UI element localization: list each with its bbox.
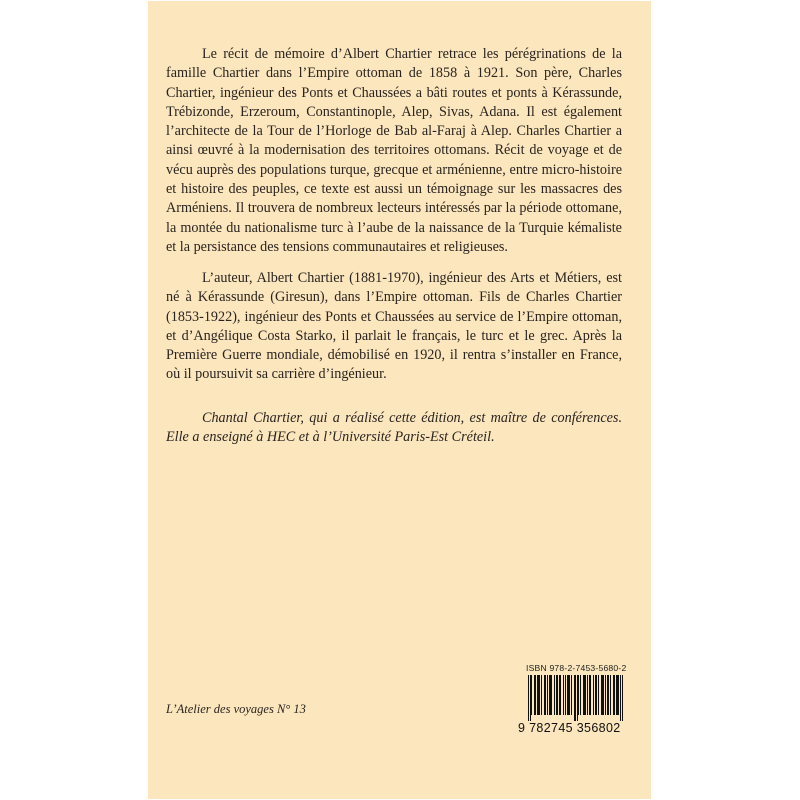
series-label: L’Atelier des voyages N° 13 — [166, 702, 306, 716]
author-bio-paragraph: L’auteur, Albert Chartier (1881-1970), ingénieur des Arts et Métiers, est né à Kérassunde (Giresun), dans l’Empire ottoman. Fils de Charles Chartier (1853-1922), ingénieur des Ponts et Chaussées au service de l’Empire ottoman, et d’Angélique Costa Starko, il parlait le français, le turc et le grec. Après la Première Guerre mondiale, démobilisé en 1920, il rentra s’installer en France, où il poursuivit sa carrière d’ingénieur. — [166, 270, 622, 383]
summary-paragraph: Le récit de mémoire d’Albert Chartier retrace les pérégrinations de la famille Chartier dans l’Empire ottoman de 1858 à 1921. Son père, Charles Chartier, ingénieur des Ponts et Chaussées a bâti routes et ponts à Kérassunde, Trébizonde, Erzeroum, Constantinople, Alep, Sivas, Adana. Il est également l’architecte de la Tour de l’Horloge de Bab al-Faraj à Alep. Charles Chartier a ainsi œuvré à la modernisation des territoires ottomans. Récit de voyage et de vécu auprès des populations turque, grecque et arménienne, entre micro-histoire et histoire des peuples, ce texte est aussi un témoignage sur les massacres des Arméniens. Il trouvera de nombreux lecteurs intéressés par la période ottomane, la montée du nationalisme turc à l’aube de la naissance de la Turquie kémaliste et la persistance des tensions communautaires et religieuses. — [166, 46, 622, 255]
editor-note: Chantal Chartier, qui a réalisé cette édition, est maître de conférences. Elle a enseigné à HEC et à l’Université Paris-Est Créteil. — [166, 410, 622, 446]
barcode-icon — [520, 675, 632, 721]
isbn-label: ISBN 978-2-7453-5680-2 — [526, 663, 627, 673]
barcode-digits: 9 782745 356802 — [518, 721, 621, 735]
